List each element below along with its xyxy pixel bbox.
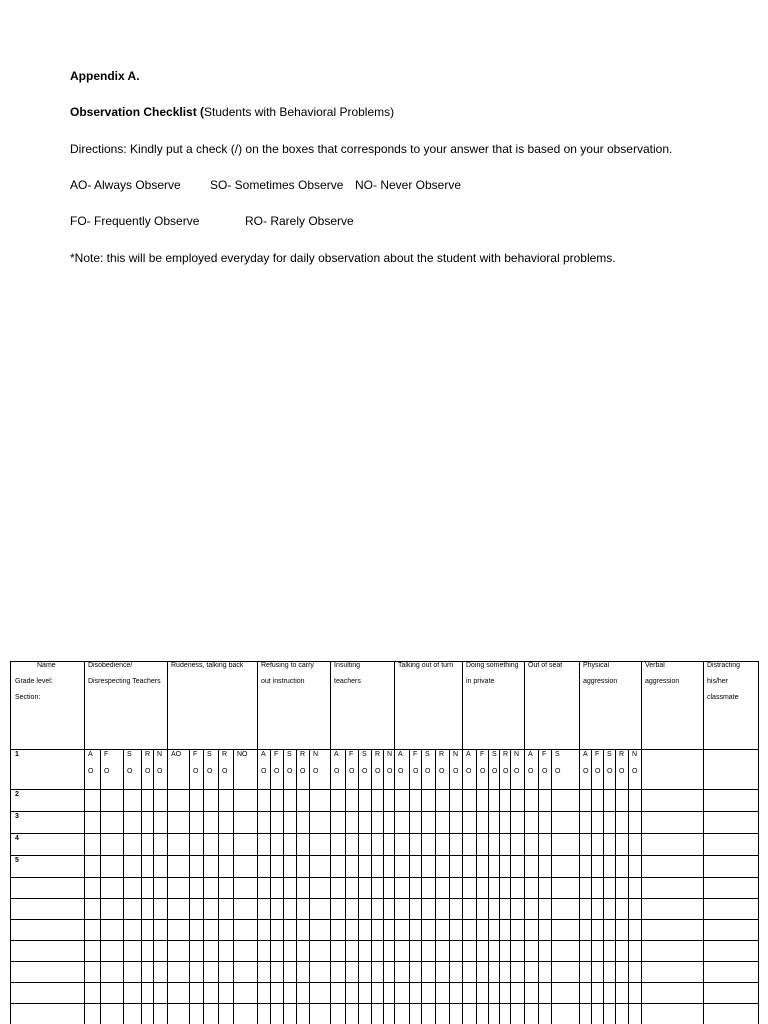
column-header: his/her xyxy=(707,678,729,685)
section-header: Section: xyxy=(15,694,41,701)
row1-code-second: O xyxy=(207,768,213,775)
table-vline xyxy=(345,749,346,1024)
table-vline xyxy=(591,749,592,1024)
row1-code: F xyxy=(413,751,418,758)
row1-code: NO xyxy=(237,751,248,758)
row1-code-second: O xyxy=(398,768,404,775)
row1-code: N xyxy=(157,751,163,758)
table-vline xyxy=(189,749,190,1024)
column-header: classmate xyxy=(707,694,739,701)
row-number: 5 xyxy=(15,857,19,864)
column-header: aggression xyxy=(645,678,680,685)
table-vline xyxy=(462,661,463,1024)
table-vline xyxy=(10,661,11,1024)
row1-code-second: O xyxy=(104,768,110,775)
table-vline xyxy=(296,749,297,1024)
column-header: Physical xyxy=(583,662,610,669)
row1-code-second: O xyxy=(425,768,431,775)
row1-code: S xyxy=(555,751,560,758)
table-vline xyxy=(123,749,124,1024)
row1-code-second: O xyxy=(619,768,625,775)
row1-code-second: O xyxy=(157,768,163,775)
row1-code-second: O xyxy=(528,768,534,775)
note-text: *Note: this will be employed everyday for daily observation about the student with behavioral problems. xyxy=(70,251,616,265)
row1-code: F xyxy=(193,751,198,758)
row1-code-second: O xyxy=(313,768,319,775)
row1-code-second: O xyxy=(466,768,472,775)
row1-code: N xyxy=(387,751,393,758)
table-vline xyxy=(270,749,271,1024)
table-vline xyxy=(358,749,359,1024)
row1-code-second: O xyxy=(362,768,368,775)
row-number: 4 xyxy=(15,835,19,842)
row1-code: AO xyxy=(171,751,182,758)
table-vline xyxy=(371,749,372,1024)
row1-code-second: O xyxy=(222,768,228,775)
row1-code-second: O xyxy=(583,768,589,775)
row1-code: A xyxy=(398,751,403,758)
title-rest: Students with Behavioral Problems) xyxy=(204,105,395,119)
table-vline xyxy=(758,661,759,1024)
column-header: Insulting xyxy=(334,662,361,669)
row1-code-second: O xyxy=(439,768,445,775)
row1-code: S xyxy=(607,751,612,758)
column-header: teachers xyxy=(334,678,361,685)
row1-code-second: O xyxy=(632,768,638,775)
table-vline xyxy=(449,749,450,1024)
column-header: Disobedience/ xyxy=(88,662,133,669)
row1-code-second: O xyxy=(503,768,509,775)
row1-code-second: O xyxy=(375,768,381,775)
column-header: Rudeness, talking back xyxy=(171,662,244,669)
name-header: Name xyxy=(37,662,56,669)
table-vline xyxy=(309,749,310,1024)
row1-code-second: O xyxy=(607,768,613,775)
column-header: Verbal xyxy=(645,662,665,669)
row1-code: S xyxy=(425,751,430,758)
column-header: in private xyxy=(466,678,495,685)
row1-code: R xyxy=(145,751,151,758)
row1-code-second: O xyxy=(480,768,486,775)
legend-no: NO- Never Observe xyxy=(355,178,462,192)
table-vline xyxy=(641,661,642,1024)
row1-code: N xyxy=(313,751,319,758)
directions-text: Directions: Kindly put a check (/) on the boxes that corresponds to your answer that is based on your observation. xyxy=(70,142,673,156)
row1-code: A xyxy=(528,751,533,758)
column-header: Out of seat xyxy=(528,662,563,669)
table-vline xyxy=(409,749,410,1024)
table-vline xyxy=(153,749,154,1024)
row1-code: F xyxy=(274,751,279,758)
table-vline xyxy=(510,749,511,1024)
row1-code: F xyxy=(480,751,485,758)
table-vline xyxy=(283,749,284,1024)
row1-code: F xyxy=(542,751,547,758)
grade-level-header: Grade level: xyxy=(15,678,53,685)
table-vline xyxy=(628,749,629,1024)
row1-code: N xyxy=(514,751,520,758)
row1-code: R xyxy=(439,751,445,758)
row1-code: R xyxy=(222,751,228,758)
column-header: Refusing to carry xyxy=(261,662,314,669)
table-vline xyxy=(421,749,422,1024)
table-vline xyxy=(383,749,384,1024)
table-vline xyxy=(579,661,580,1024)
table-vline xyxy=(257,661,258,1024)
row1-code-second: O xyxy=(514,768,520,775)
table-vline xyxy=(603,749,604,1024)
row-number: 1 xyxy=(15,751,19,758)
row1-code: R xyxy=(300,751,306,758)
table-vline xyxy=(394,661,395,1024)
table-vline xyxy=(218,749,219,1024)
row1-code-second: O xyxy=(595,768,601,775)
row1-code-second: O xyxy=(555,768,561,775)
row1-code-second: O xyxy=(88,768,94,775)
table-vline xyxy=(476,749,477,1024)
row1-code-second: O xyxy=(287,768,293,775)
table-vline xyxy=(100,749,101,1024)
table-vline xyxy=(615,749,616,1024)
row1-code: F xyxy=(349,751,354,758)
row1-code: S xyxy=(287,751,292,758)
row1-code: R xyxy=(375,751,381,758)
table-vline xyxy=(551,749,552,1024)
row1-code: N xyxy=(453,751,459,758)
row1-code-second: O xyxy=(387,768,393,775)
column-header: Distracting xyxy=(707,662,741,669)
table-vline xyxy=(330,661,331,1024)
row1-code-second: O xyxy=(349,768,355,775)
row1-code: F xyxy=(104,751,109,758)
row1-code-second: O xyxy=(193,768,199,775)
legend-ao: AO- Always Observe xyxy=(70,178,181,192)
row1-code-second: O xyxy=(274,768,280,775)
row1-code: N xyxy=(632,751,638,758)
table-vline xyxy=(233,749,234,1024)
legend-ro: RO- Rarely Observe xyxy=(245,214,354,228)
row1-code: A xyxy=(583,751,588,758)
title-bold: Observation Checklist ( xyxy=(70,105,205,119)
row1-code-second: O xyxy=(127,768,133,775)
row1-code: A xyxy=(466,751,471,758)
table-vline xyxy=(538,749,539,1024)
table-vline xyxy=(499,749,500,1024)
row1-code: A xyxy=(334,751,339,758)
table-vline xyxy=(488,749,489,1024)
table-vline xyxy=(524,661,525,1024)
table-vline xyxy=(435,749,436,1024)
row1-code-second: O xyxy=(413,768,419,775)
row1-code: S xyxy=(492,751,497,758)
row1-code-second: O xyxy=(492,768,498,775)
column-header: aggression xyxy=(583,678,618,685)
legend-fo: FO- Frequently Observe xyxy=(70,214,200,228)
legend-so: SO- Sometimes Observe xyxy=(210,178,344,192)
row1-code-second: O xyxy=(300,768,306,775)
row1-code: A xyxy=(88,751,93,758)
column-header: out instruction xyxy=(261,678,305,685)
column-header: Disrespecting Teachers xyxy=(88,678,161,685)
row1-code-second: O xyxy=(453,768,459,775)
row1-code: S xyxy=(207,751,212,758)
row-number: 3 xyxy=(15,813,19,820)
column-header: Talking out of turn xyxy=(398,662,454,669)
row1-code: A xyxy=(261,751,266,758)
row-number: 2 xyxy=(15,791,19,798)
row1-code: S xyxy=(127,751,132,758)
table-vline xyxy=(167,661,168,1024)
row1-code: S xyxy=(362,751,367,758)
table-vline xyxy=(141,749,142,1024)
row1-code-second: O xyxy=(334,768,340,775)
row1-code: R xyxy=(619,751,625,758)
appendix-heading: Appendix A. xyxy=(70,69,140,83)
row1-code-second: O xyxy=(542,768,548,775)
table-vline xyxy=(203,749,204,1024)
row1-code: F xyxy=(595,751,600,758)
column-header: Doing something xyxy=(466,662,519,669)
table-vline xyxy=(703,661,704,1024)
table-vline xyxy=(84,661,85,1024)
row1-code: R xyxy=(503,751,509,758)
row1-code-second: O xyxy=(145,768,151,775)
row1-code-second: O xyxy=(261,768,267,775)
